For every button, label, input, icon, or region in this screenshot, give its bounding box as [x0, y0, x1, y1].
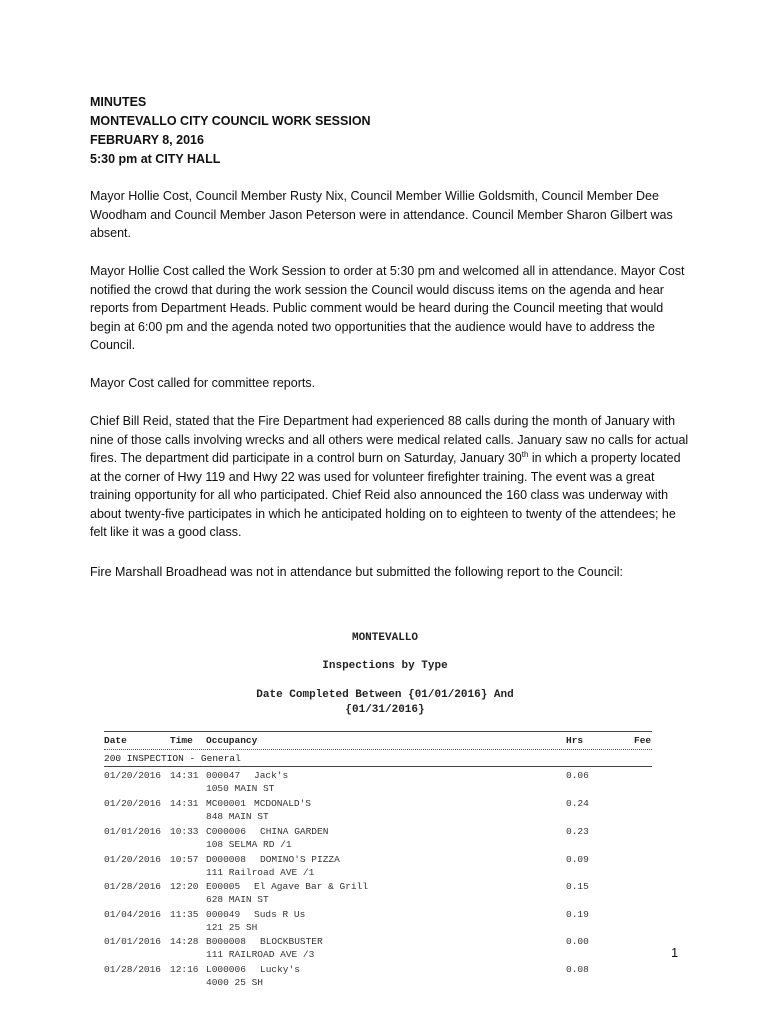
row-code: L000006	[206, 964, 246, 975]
committee-paragraph: Mayor Cost called for committee reports.	[90, 376, 316, 390]
report-section-rule	[104, 766, 652, 767]
row-hrs: 0.00	[566, 936, 589, 947]
minutes-heading	[90, 93, 690, 169]
report-date-range-line2: {01/31/2016}	[345, 704, 425, 716]
report-top-rule	[104, 731, 652, 732]
report-date-range-line1: Date Completed Between {01/01/2016} And	[256, 689, 514, 701]
row-hrs: 0.06	[566, 770, 589, 781]
report-column-headers	[104, 735, 652, 749]
row-address: 628 MAIN ST	[206, 894, 269, 905]
row-name: DOMINO'S PIZZA	[260, 854, 340, 865]
row-name: Suds R Us	[254, 909, 306, 920]
row-name: Jack's	[254, 770, 289, 781]
row-hrs: 0.09	[566, 854, 589, 865]
row-code: E00005	[206, 881, 241, 892]
fire-marshall-paragraph: Fire Marshall Broadhead was not in attendance but submitted the following report to the Council:	[90, 565, 623, 579]
row-code: D000008	[206, 854, 246, 865]
row-address: 4000 25 SH	[206, 977, 264, 988]
row-name: El Agave Bar & Grill	[254, 881, 369, 892]
row-hrs: 0.19	[566, 909, 589, 920]
row-date: 01/01/2016	[104, 936, 162, 947]
row-time: 10:33	[170, 826, 199, 837]
row-address: 121 25 SH	[206, 922, 258, 933]
row-time: 10:57	[170, 854, 199, 865]
row-name: CHINA GARDEN	[260, 826, 329, 837]
report-section-label: 200 INSPECTION - General	[104, 753, 241, 764]
heading-time-location: 5:30 pm at CITY HALL	[90, 152, 221, 166]
row-time: 12:16	[170, 964, 199, 975]
row-address: 108 SELMA RD /1	[206, 839, 292, 850]
row-date: 01/20/2016	[104, 854, 162, 865]
heading-title: MINUTES	[90, 95, 147, 109]
row-name: Lucky's	[260, 964, 300, 975]
row-date: 01/01/2016	[104, 826, 162, 837]
row-address: 1050 MAIN ST	[206, 783, 275, 794]
row-hrs: 0.23	[566, 826, 589, 837]
report-city: MONTEVALLO	[351, 632, 418, 644]
row-time: 14:31	[170, 770, 199, 781]
fire-department-paragraph	[90, 412, 690, 542]
column-occupancy: Occupancy	[206, 735, 258, 746]
row-code: B000008	[206, 936, 246, 947]
row-time: 11:35	[170, 909, 199, 920]
report-title: Inspections by Type	[322, 660, 448, 672]
row-code: 000049	[206, 909, 241, 920]
row-time: 14:28	[170, 936, 199, 947]
attendance-paragraph: Mayor Hollie Cost, Council Member Rusty Nix, Council Member Willie Goldsmith, Council Member Dee Woodham and Council Member Jason Peterson were in attendance. Council Member Sharon Gilbert was absent.	[90, 189, 673, 240]
heading-date: FEBRUARY 8, 2016	[90, 133, 204, 147]
row-code: C000006	[206, 826, 246, 837]
row-date: 01/28/2016	[104, 964, 162, 975]
page-number: 1	[671, 945, 679, 960]
row-date: 01/20/2016	[104, 770, 162, 781]
heading-body-name: MONTEVALLO CITY COUNCIL WORK SESSION	[90, 114, 371, 128]
row-name: MCDONALD'S	[254, 798, 312, 809]
row-address: 111 Railroad AVE /1	[206, 867, 315, 878]
row-date: 01/04/2016	[104, 909, 162, 920]
report-header-rule	[104, 749, 652, 750]
fire-text-part2: in which a property located at the corner of Hwy 119 and Hwy 22 was used for volunteer firefighter training. The event was a great training opportunity for all who participated. Chief Reid also announced the 160 class was underway with about twenty-five participates in which he anticipated holding on to eighteen to twenty of the attendees; he felt like it was a good class.	[90, 451, 681, 539]
column-hrs: Hrs	[566, 735, 584, 746]
row-time: 14:31	[170, 798, 199, 809]
row-name: BLOCKBUSTER	[260, 936, 323, 947]
column-time: Time	[170, 735, 193, 746]
row-code: MC00001	[206, 798, 246, 809]
row-date: 01/20/2016	[104, 798, 162, 809]
fire-text-part1: Chief Bill Reid, stated that the Fire Department had experienced 88 calls during the month of January with nine of those calls involving wrecks and all others were medical related calls. January saw no calls for actual fires. The department did participate in a control burn on Saturday, January 30	[90, 414, 689, 465]
row-time: 12:20	[170, 881, 199, 892]
row-hrs: 0.15	[566, 881, 589, 892]
call-to-order-paragraph: Mayor Hollie Cost called the Work Session to order at 5:30 pm and welcomed all in attendance. Mayor Cost notified the crowd that during the work session the Council would discuss items on the agenda and hear reports from Department Heads. Public comment would be heard during the Council meeting that would begin at 6:00 pm and the agenda noted two opportunities that the audience would have to address the Council.	[90, 264, 685, 352]
column-fee: Fee	[634, 735, 652, 746]
fire-text-superscript: th	[521, 449, 529, 459]
row-address: 111 RAILROAD AVE /3	[206, 949, 315, 960]
row-address: 848 MAIN ST	[206, 811, 269, 822]
row-code: 000047	[206, 770, 241, 781]
row-hrs: 0.24	[566, 798, 589, 809]
column-date: Date	[104, 735, 127, 746]
row-hrs: 0.08	[566, 964, 589, 975]
row-date: 01/28/2016	[104, 881, 162, 892]
